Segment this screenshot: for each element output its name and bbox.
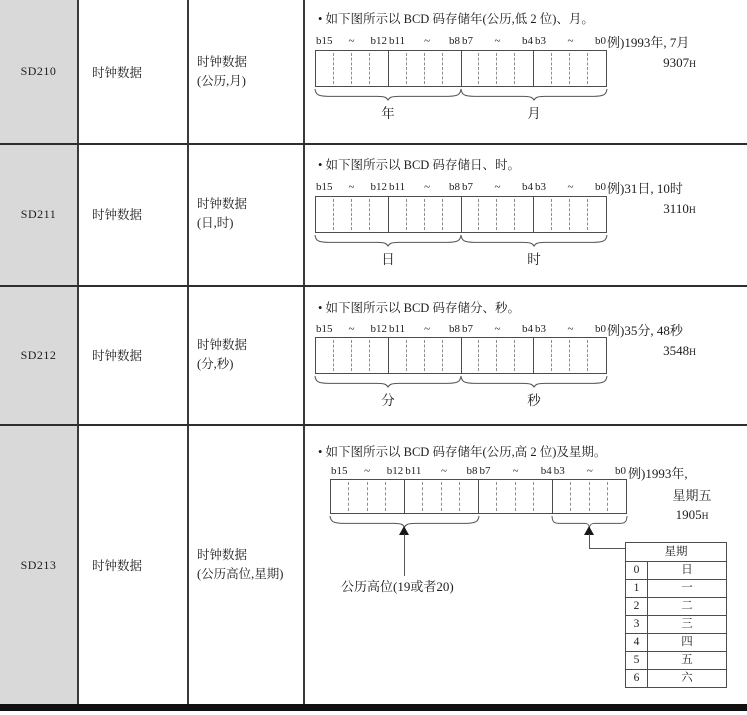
bit-label: ~: [567, 323, 574, 335]
register-id-text: SD213: [20, 557, 57, 572]
bit-cell: [405, 480, 423, 513]
column-divider: [187, 0, 189, 705]
column-divider: [303, 0, 305, 705]
bit-label: b7: [479, 465, 491, 477]
bit-labels: [315, 320, 607, 335]
table-row: [0, 144, 747, 284]
hex-digits: 3548: [663, 343, 690, 358]
bit-label: b7: [462, 323, 473, 335]
example-block: [607, 32, 747, 71]
register-description: [305, 426, 747, 704]
bit-box: [315, 50, 607, 87]
hex-suffix: H: [701, 512, 709, 522]
bit-cell: [407, 51, 425, 86]
example-text: 例)31日, 10时: [607, 181, 683, 196]
bit-cell: [425, 51, 443, 86]
example-hex-value: [607, 201, 747, 217]
bit-cell: [386, 480, 404, 513]
bit-label: b7: [462, 35, 473, 47]
bit-cell: [370, 338, 388, 373]
group-label-high: 分: [381, 393, 395, 408]
bit-cell: [588, 197, 606, 232]
example-text: 例)35分, 48秒: [607, 323, 683, 338]
bit-cell: [497, 480, 515, 513]
bit-label: b15: [316, 35, 333, 47]
bit-label-group: [388, 320, 461, 335]
bit-cell: [423, 480, 441, 513]
underbrace: [461, 89, 607, 100]
bit-label: b15: [331, 465, 348, 477]
week-table-row: [626, 579, 726, 597]
nibble-group: [461, 51, 534, 86]
meaning-line: 时钟数据: [197, 548, 248, 563]
bit-cell: [389, 197, 407, 232]
bit-label: b0: [594, 181, 606, 193]
week-table-header: 星期: [664, 546, 688, 558]
meaning-line: 时钟数据: [197, 54, 248, 69]
example-hex-value: [628, 507, 740, 523]
hex-digits: 1905: [675, 507, 702, 522]
bit-label: b12: [386, 465, 404, 477]
bit-cell: [389, 51, 407, 86]
register-name-text: 时钟数据: [92, 208, 143, 222]
week-day: 三: [681, 618, 693, 630]
bit-cell: [352, 338, 370, 373]
bit-label: b15: [316, 323, 333, 335]
hex-digits: 9307: [663, 55, 690, 70]
register-id-text: SD212: [20, 347, 57, 362]
bit-label: b3: [553, 465, 565, 477]
underbrace: [315, 89, 461, 100]
bit-cell: [570, 338, 588, 373]
bit-label: b8: [448, 35, 460, 47]
bit-cell: [352, 51, 370, 86]
week-number: 6: [626, 670, 648, 687]
bit-label-group: [461, 178, 534, 193]
week-number: 3: [626, 616, 648, 633]
bit-cell: [443, 197, 461, 232]
bit-cell: [334, 197, 352, 232]
bit-label-group: [404, 462, 478, 477]
register-meaning: [189, 0, 303, 143]
underbrace: [315, 376, 461, 387]
week-day: 二: [681, 600, 693, 612]
bit-cell: [389, 338, 407, 373]
bit-label: b12: [370, 181, 387, 193]
bit-label-group: [479, 462, 553, 477]
table-row: [0, 426, 747, 704]
example-text: 星期五: [672, 488, 712, 503]
group-label-high: 年: [381, 106, 395, 121]
register-id: [0, 286, 77, 424]
bit-cell: [370, 197, 388, 232]
example-text: 例)1993年,: [628, 466, 688, 481]
bit-label: b8: [466, 465, 478, 477]
bit-cell: [479, 51, 497, 86]
bit-label: b4: [521, 323, 533, 335]
table-bottom-border: [0, 704, 747, 711]
bit-label-group: [330, 462, 404, 477]
group-label-low: 秒: [527, 393, 541, 408]
week-number: 0: [626, 562, 648, 579]
bit-label-group: [388, 178, 461, 193]
register-id: [0, 144, 77, 284]
bit-cell: [497, 51, 515, 86]
example-block: [607, 320, 747, 359]
register-name-text: 时钟数据: [92, 349, 143, 363]
week-number: 4: [626, 634, 648, 651]
bit-cell: [570, 197, 588, 232]
bit-label: b0: [594, 323, 606, 335]
bit-cell: [534, 480, 552, 513]
bit-cell: [425, 197, 443, 232]
bit-cell: [497, 197, 515, 232]
bit-cell: [534, 338, 552, 373]
bit-label: b3: [535, 323, 546, 335]
bit-cell: [515, 197, 533, 232]
bit-label: ~: [424, 323, 431, 335]
nibble-group: [331, 480, 404, 513]
description-bullet: • 如下图所示以 BCD 码存储分、秒。: [318, 301, 520, 315]
register-description: [305, 0, 747, 143]
week-table-row: [626, 561, 726, 579]
bit-label: b12: [370, 323, 387, 335]
hex-suffix: H: [689, 60, 696, 70]
arrow-line: [589, 534, 590, 549]
register-id: [0, 0, 77, 143]
bit-cell: [460, 480, 478, 513]
bit-label: b11: [389, 323, 406, 335]
register-meaning: [189, 286, 303, 424]
bit-cell: [407, 197, 425, 232]
group-label-high: 日: [381, 252, 395, 267]
bit-label-group: [315, 320, 388, 335]
week-table-row: [626, 597, 726, 615]
bit-label: b0: [594, 35, 606, 47]
nibble-group: [552, 480, 626, 513]
register-id-text: SD210: [20, 64, 57, 78]
bit-label-group: [534, 178, 607, 193]
bit-label: ~: [440, 465, 447, 477]
bit-label-group: [461, 32, 534, 47]
bit-label: ~: [586, 465, 593, 477]
bit-cell: [462, 51, 480, 86]
bit-cell: [443, 51, 461, 86]
bit-labels: [315, 178, 607, 193]
bit-cell: [552, 338, 570, 373]
bit-label: ~: [512, 465, 519, 477]
hex-digits: 3110: [663, 201, 689, 216]
row-divider: [0, 285, 747, 287]
description-bullet: • 如下图所示以 BCD 码存储日、时。: [318, 158, 520, 172]
nibble-group: [461, 338, 534, 373]
bit-cell: [534, 51, 552, 86]
register-name-text: 时钟数据: [92, 65, 143, 80]
group-label-low: 月: [527, 106, 541, 121]
bit-label-group: [534, 32, 607, 47]
nibble-group: [461, 197, 534, 232]
arrow-line: [404, 534, 405, 576]
bit-cell: [571, 480, 589, 513]
underbrace: [461, 376, 607, 387]
bit-label: ~: [364, 465, 371, 477]
bit-label: b4: [540, 465, 552, 477]
bit-label: ~: [424, 35, 431, 47]
week-table-row: [626, 669, 726, 687]
bit-label-group: [553, 462, 627, 477]
bit-label: b3: [535, 181, 546, 193]
row-divider: [0, 143, 747, 145]
bit-cell: [553, 480, 571, 513]
bit-label-group: [315, 32, 388, 47]
bit-cell: [349, 480, 367, 513]
meaning-line: (公历高位,星期): [197, 567, 284, 581]
bit-cell: [515, 338, 533, 373]
nibble-group: [388, 51, 461, 86]
bit-label-group: [388, 32, 461, 47]
bit-cell: [334, 338, 352, 373]
week-table-body: [626, 561, 726, 687]
bit-cell: [552, 51, 570, 86]
bit-label: ~: [348, 181, 355, 193]
bit-cell: [462, 338, 480, 373]
bit-cell: [442, 480, 460, 513]
bit-label: b8: [448, 181, 460, 193]
meaning-line: 时钟数据: [197, 338, 248, 353]
row-divider: [0, 424, 747, 426]
week-table-row: [626, 615, 726, 633]
bit-cell: [608, 480, 626, 513]
bit-cell: [588, 51, 606, 86]
bit-label: ~: [494, 323, 501, 335]
meaning-line: 时钟数据: [197, 197, 248, 212]
bit-cell: [462, 197, 480, 232]
bit-label: ~: [567, 181, 574, 193]
nibble-group: [388, 197, 461, 232]
description-bullet: • 如下图所示以 BCD 码存储年(公历,低 2 位)、月。: [318, 12, 594, 26]
table-row: [0, 0, 747, 143]
bit-cell: [570, 51, 588, 86]
register-id-text: SD211: [20, 206, 57, 221]
week-day: 日: [681, 564, 693, 576]
nibble-group: [316, 197, 388, 232]
bit-cell: [370, 51, 388, 86]
bit-label: b4: [521, 181, 533, 193]
hex-suffix: H: [688, 206, 696, 216]
bit-label: b0: [614, 465, 626, 477]
nibble-group: [533, 338, 606, 373]
register-description: [305, 144, 747, 284]
nibble-group: [478, 480, 552, 513]
bit-label: b11: [405, 465, 422, 477]
meaning-line: (日,时): [197, 216, 234, 230]
bit-label-group: [534, 320, 607, 335]
arrow-connector-line: [589, 548, 626, 549]
register-name: [79, 426, 185, 704]
meaning-line: (分,秒): [197, 357, 234, 371]
column-divider: [77, 0, 79, 705]
bit-box: [315, 337, 607, 374]
nibble-group: [404, 480, 478, 513]
bit-labels: [330, 462, 627, 477]
bit-cell: [497, 338, 515, 373]
bit-cell: [352, 197, 370, 232]
group-label-low: 时: [527, 252, 541, 267]
bit-label: b11: [389, 35, 406, 47]
register-name: [79, 144, 185, 284]
bit-label: b8: [448, 323, 460, 335]
week-day: 四: [681, 636, 693, 648]
bit-cell: [534, 197, 552, 232]
meaning-line: (公历,月): [197, 73, 246, 88]
week-number: 1: [626, 580, 648, 597]
nibble-group: [388, 338, 461, 373]
bit-cell: [334, 51, 352, 86]
hex-suffix: H: [689, 348, 696, 358]
week-number: 5: [626, 652, 648, 669]
example-hex-value: [607, 55, 747, 71]
bit-cell: [552, 197, 570, 232]
week-day: 一: [681, 582, 693, 594]
bit-box: [315, 196, 607, 233]
bit-cell: [479, 338, 497, 373]
register-name: [79, 0, 185, 143]
bit-label: b12: [370, 35, 387, 47]
table-row: [0, 286, 747, 424]
century-arrow-label: 公历高位(19或者20): [341, 579, 454, 594]
bit-cell: [479, 480, 497, 513]
bit-cell: [425, 338, 443, 373]
bit-label: ~: [494, 181, 501, 193]
bit-label: b11: [389, 181, 406, 193]
bit-label: ~: [348, 35, 355, 47]
bit-label: ~: [424, 181, 431, 193]
register-name: [79, 286, 185, 424]
bit-box: [330, 479, 627, 514]
bit-cell: [590, 480, 608, 513]
week-day: 五: [681, 654, 693, 666]
bit-label: ~: [348, 323, 355, 335]
register-id: [0, 426, 77, 704]
bit-cell: [443, 338, 461, 373]
underbrace: [315, 235, 461, 246]
bit-cell: [588, 338, 606, 373]
bit-label: b3: [535, 35, 546, 47]
nibble-group: [316, 338, 388, 373]
week-table-row: [626, 633, 726, 651]
bit-label-group: [315, 178, 388, 193]
register-meaning: [189, 144, 303, 284]
week-day: 六: [681, 672, 693, 684]
description-bullet: • 如下图所示以 BCD 码存储年(公历,高 2 位)及星期。: [318, 445, 607, 459]
bit-cell: [331, 480, 349, 513]
bit-cell: [407, 338, 425, 373]
bit-label: b7: [462, 181, 473, 193]
week-table-row: [626, 651, 726, 669]
underbrace: [461, 235, 607, 246]
bit-cell: [368, 480, 386, 513]
bit-cell: [479, 197, 497, 232]
nibble-group: [533, 197, 606, 232]
nibble-group: [533, 51, 606, 86]
register-description: [305, 286, 747, 424]
bit-label: ~: [567, 35, 574, 47]
bit-label-group: [461, 320, 534, 335]
bit-cell: [316, 51, 334, 86]
bit-cell: [316, 197, 334, 232]
example-block: [607, 178, 747, 217]
bit-label: b4: [521, 35, 533, 47]
register-meaning: [189, 426, 303, 704]
register-name-text: 时钟数据: [92, 559, 143, 573]
bit-cell: [515, 51, 533, 86]
bit-label: b15: [316, 181, 333, 193]
week-table: [625, 542, 727, 688]
example-hex-value: [607, 343, 747, 359]
bit-labels: [315, 32, 607, 47]
nibble-group: [316, 51, 388, 86]
bit-label: ~: [494, 35, 501, 47]
bit-cell: [316, 338, 334, 373]
week-number: 2: [626, 598, 648, 615]
example-text: 例)1993年, 7月: [607, 35, 690, 50]
example-block: [628, 463, 740, 523]
bit-cell: [516, 480, 534, 513]
